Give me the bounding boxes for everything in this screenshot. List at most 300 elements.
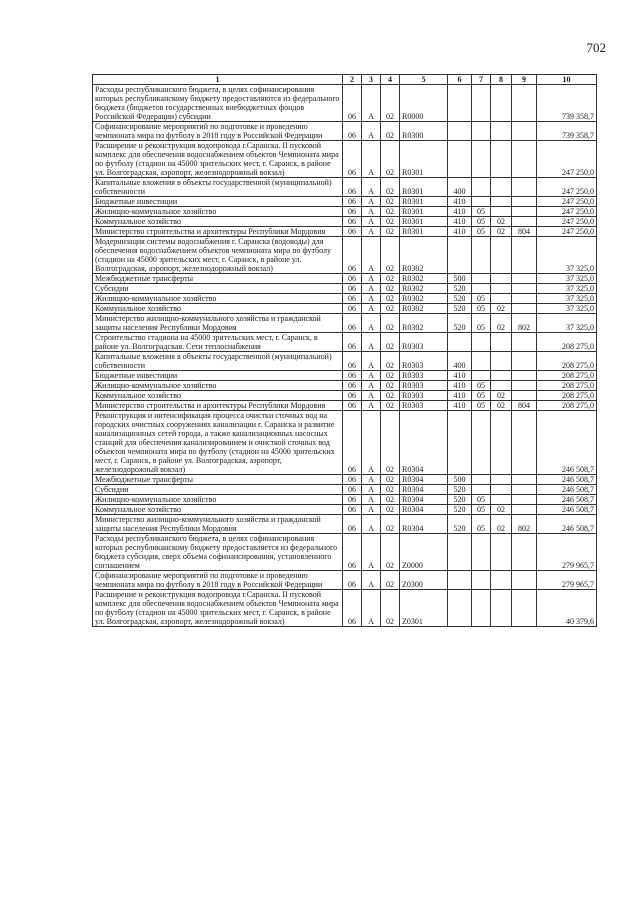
column-header: 4 (381, 75, 400, 85)
table-row (93, 411, 597, 475)
cell-expense-type (448, 411, 472, 475)
cell-ministry-code (512, 207, 537, 217)
cell-expense-type (448, 237, 472, 274)
table-row (93, 534, 597, 571)
cell-program-code: А (362, 571, 381, 590)
cell-division: 05 (472, 294, 491, 304)
cell-program-code: А (362, 85, 381, 122)
cell-amount: 246 508,7 (537, 515, 597, 534)
cell-row-name: Министерство жилищно-коммунального хозяйства и гражданской защиты населения Республики Мордовия (93, 314, 343, 333)
cell-expense-type: 520 (448, 505, 472, 515)
cell-amount: 40 379,6 (537, 590, 597, 627)
cell-subprogram-code: 02 (381, 141, 400, 178)
cell-section-code: 06 (343, 304, 362, 314)
cell-row-name: Капитальные вложения в объекты государственной (муниципальной) собственности (93, 352, 343, 371)
cell-amount: 246 508,7 (537, 485, 597, 495)
cell-ministry-code (512, 122, 537, 141)
cell-expense-type: 410 (448, 391, 472, 401)
cell-ministry-code (512, 371, 537, 381)
cell-subprogram-code: 02 (381, 571, 400, 590)
cell-subdivision (491, 571, 512, 590)
cell-subdivision (491, 207, 512, 217)
cell-subdivision (491, 534, 512, 571)
cell-expense-type: 410 (448, 401, 472, 411)
cell-ministry-code (512, 333, 537, 352)
cell-division: 05 (472, 505, 491, 515)
cell-ministry-code (512, 352, 537, 371)
column-header: 10 (537, 75, 597, 85)
cell-section-code: 06 (343, 371, 362, 381)
cell-division (472, 590, 491, 627)
cell-target-code: R0302 (400, 304, 448, 314)
cell-ministry-code: 804 (512, 401, 537, 411)
cell-section-code: 06 (343, 571, 362, 590)
cell-row-name: Строительство стадиона на 45000 зрительских мест, г. Саранск, в районе ул. Волгоградская. Сети теплоснабжения (93, 333, 343, 352)
cell-ministry-code: 804 (512, 227, 537, 237)
cell-section-code: 06 (343, 122, 362, 141)
cell-section-code: 06 (343, 294, 362, 304)
cell-section-code: 06 (343, 284, 362, 294)
cell-subprogram-code: 02 (381, 401, 400, 411)
table-row (93, 590, 597, 627)
cell-division (472, 122, 491, 141)
cell-subdivision (491, 274, 512, 284)
cell-expense-type (448, 141, 472, 178)
cell-amount: 279 965,7 (537, 571, 597, 590)
table-row (93, 381, 597, 391)
cell-subprogram-code: 02 (381, 590, 400, 627)
cell-section-code: 06 (343, 515, 362, 534)
cell-amount: 246 508,7 (537, 475, 597, 485)
cell-section-code: 06 (343, 237, 362, 274)
cell-row-name: Жилищно-коммунальное хозяйство (93, 207, 343, 217)
table-row (93, 352, 597, 371)
cell-expense-type: 500 (448, 475, 472, 485)
cell-program-code: А (362, 141, 381, 178)
column-header: 6 (448, 75, 472, 85)
cell-amount: 37 325,0 (537, 284, 597, 294)
cell-division: 05 (472, 381, 491, 391)
cell-section-code: 06 (343, 141, 362, 178)
cell-ministry-code (512, 571, 537, 590)
cell-ministry-code (512, 141, 537, 178)
cell-amount: 208 275,0 (537, 333, 597, 352)
table-row (93, 217, 597, 227)
cell-division (472, 534, 491, 571)
cell-amount: 247 250,0 (537, 141, 597, 178)
cell-amount: 247 250,0 (537, 227, 597, 237)
cell-program-code: А (362, 352, 381, 371)
cell-target-code: Z0300 (400, 571, 448, 590)
cell-subdivision (491, 294, 512, 304)
cell-subdivision (491, 371, 512, 381)
cell-program-code: А (362, 590, 381, 627)
cell-subprogram-code: 02 (381, 197, 400, 207)
cell-expense-type: 410 (448, 197, 472, 207)
cell-subprogram-code: 02 (381, 237, 400, 274)
cell-expense-type (448, 122, 472, 141)
cell-section-code: 06 (343, 495, 362, 505)
cell-amount: 37 325,0 (537, 274, 597, 284)
cell-subprogram-code: 02 (381, 515, 400, 534)
cell-program-code: А (362, 178, 381, 197)
cell-target-code: R0302 (400, 294, 448, 304)
cell-ministry-code (512, 391, 537, 401)
cell-target-code: R0303 (400, 391, 448, 401)
cell-row-name: Субсидии (93, 485, 343, 495)
cell-section-code: 06 (343, 401, 362, 411)
column-header: 8 (491, 75, 512, 85)
table-row (93, 304, 597, 314)
cell-division: 05 (472, 391, 491, 401)
cell-target-code: R0303 (400, 333, 448, 352)
cell-amount: 247 250,0 (537, 197, 597, 207)
cell-subdivision (491, 485, 512, 495)
cell-row-name: Жилищно-коммунальное хозяйство (93, 381, 343, 391)
cell-ministry-code: 802 (512, 515, 537, 534)
cell-expense-type: 500 (448, 274, 472, 284)
cell-subdivision (491, 333, 512, 352)
cell-target-code: Z0000 (400, 534, 448, 571)
cell-row-name: Субсидии (93, 284, 343, 294)
cell-expense-type: 410 (448, 227, 472, 237)
cell-row-name: Министерство строительства и архитектуры Республики Мордовия (93, 401, 343, 411)
cell-expense-type (448, 534, 472, 571)
cell-amount: 208 275,0 (537, 401, 597, 411)
cell-ministry-code (512, 590, 537, 627)
cell-section-code: 06 (343, 590, 362, 627)
table-row (93, 515, 597, 534)
cell-section-code: 06 (343, 485, 362, 495)
cell-subdivision (491, 237, 512, 274)
cell-subdivision (491, 197, 512, 207)
cell-division (472, 237, 491, 274)
cell-section-code: 06 (343, 314, 362, 333)
table-row (93, 122, 597, 141)
cell-row-name: Софинансирование мероприятий по подготовке и проведению чемпионата мира по футболу в 2018 году в Российской Федерации (93, 122, 343, 141)
cell-row-name: Коммунальное хозяйство (93, 304, 343, 314)
cell-division: 05 (472, 217, 491, 227)
cell-row-name: Министерство жилищно-коммунального хозяйства и гражданской защиты населения Республики Мордовия (93, 515, 343, 534)
cell-division (472, 333, 491, 352)
cell-subdivision (491, 352, 512, 371)
cell-subprogram-code: 02 (381, 304, 400, 314)
cell-subprogram-code: 02 (381, 381, 400, 391)
cell-section-code: 06 (343, 217, 362, 227)
cell-amount: 37 325,0 (537, 294, 597, 304)
cell-program-code: А (362, 515, 381, 534)
cell-program-code: А (362, 401, 381, 411)
cell-division (472, 371, 491, 381)
cell-division: 05 (472, 304, 491, 314)
cell-program-code: А (362, 495, 381, 505)
cell-division: 05 (472, 401, 491, 411)
cell-division: 05 (472, 515, 491, 534)
cell-ministry-code (512, 411, 537, 475)
cell-target-code: R0302 (400, 284, 448, 294)
cell-program-code: А (362, 122, 381, 141)
table-row (93, 505, 597, 515)
cell-row-name: Бюджетные инвестиции (93, 371, 343, 381)
cell-division (472, 141, 491, 178)
cell-program-code: А (362, 207, 381, 217)
cell-expense-type (448, 590, 472, 627)
table-row (93, 294, 597, 304)
table-row (93, 284, 597, 294)
column-header: 7 (472, 75, 491, 85)
cell-subprogram-code: 02 (381, 505, 400, 515)
cell-subprogram-code: 02 (381, 284, 400, 294)
table-row (93, 371, 597, 381)
cell-division (472, 475, 491, 485)
cell-ministry-code (512, 85, 537, 122)
cell-ministry-code (512, 274, 537, 284)
table-header-row (93, 75, 597, 85)
cell-subprogram-code: 02 (381, 391, 400, 401)
cell-expense-type: 520 (448, 485, 472, 495)
cell-amount: 37 325,0 (537, 237, 597, 274)
cell-division: 05 (472, 314, 491, 333)
cell-expense-type: 410 (448, 371, 472, 381)
table-row (93, 141, 597, 178)
cell-subprogram-code: 02 (381, 178, 400, 197)
cell-amount: 247 250,0 (537, 207, 597, 217)
cell-section-code: 06 (343, 534, 362, 571)
cell-program-code: А (362, 475, 381, 485)
cell-amount: 246 508,7 (537, 411, 597, 475)
cell-program-code: А (362, 381, 381, 391)
cell-row-name: Расходы республиканского бюджета, в целях софинансирования которых республиканскому бюджету предоставляется из федерального бюджета субсидия, сверх объема софинансирования, установленного соглашением (93, 534, 343, 571)
cell-program-code: А (362, 371, 381, 381)
cell-expense-type: 520 (448, 304, 472, 314)
cell-division (472, 85, 491, 122)
table-row (93, 333, 597, 352)
cell-target-code: R0301 (400, 141, 448, 178)
cell-target-code: R0304 (400, 515, 448, 534)
cell-expense-type: 520 (448, 294, 472, 304)
cell-ministry-code (512, 217, 537, 227)
cell-expense-type: 520 (448, 314, 472, 333)
column-header: 2 (343, 75, 362, 85)
cell-section-code: 06 (343, 391, 362, 401)
table-row (93, 237, 597, 274)
cell-section-code: 06 (343, 475, 362, 485)
cell-ministry-code (512, 495, 537, 505)
cell-amount: 208 275,0 (537, 371, 597, 381)
cell-ministry-code: 802 (512, 314, 537, 333)
cell-program-code: А (362, 333, 381, 352)
cell-target-code: R0302 (400, 274, 448, 284)
cell-section-code: 06 (343, 227, 362, 237)
cell-subprogram-code: 02 (381, 217, 400, 227)
cell-subdivision (491, 495, 512, 505)
cell-expense-type: 410 (448, 381, 472, 391)
column-header: 1 (93, 75, 343, 85)
cell-section-code: 06 (343, 197, 362, 207)
cell-division (472, 485, 491, 495)
cell-expense-type: 520 (448, 515, 472, 534)
cell-division (472, 411, 491, 475)
cell-program-code: А (362, 237, 381, 274)
cell-ministry-code (512, 505, 537, 515)
cell-section-code: 06 (343, 274, 362, 284)
cell-expense-type: 400 (448, 352, 472, 371)
cell-amount: 208 275,0 (537, 381, 597, 391)
cell-amount: 246 508,7 (537, 495, 597, 505)
cell-subprogram-code: 02 (381, 485, 400, 495)
cell-row-name: Коммунальное хозяйство (93, 217, 343, 227)
cell-expense-type: 400 (448, 178, 472, 197)
cell-subprogram-code: 02 (381, 207, 400, 217)
cell-ministry-code (512, 534, 537, 571)
cell-subdivision (491, 411, 512, 475)
cell-program-code: А (362, 304, 381, 314)
cell-subdivision (491, 381, 512, 391)
cell-target-code: R0302 (400, 237, 448, 274)
cell-row-name: Капитальные вложения в объекты государственной (муниципальной) собственности (93, 178, 343, 197)
cell-expense-type: 410 (448, 207, 472, 217)
cell-division (472, 571, 491, 590)
cell-section-code: 06 (343, 178, 362, 197)
cell-program-code: А (362, 217, 381, 227)
cell-program-code: А (362, 314, 381, 333)
cell-amount: 208 275,0 (537, 391, 597, 401)
cell-subdivision: 02 (491, 401, 512, 411)
cell-target-code: R0301 (400, 197, 448, 207)
cell-subprogram-code: 02 (381, 294, 400, 304)
cell-expense-type: 520 (448, 284, 472, 294)
cell-target-code: R0304 (400, 485, 448, 495)
column-header: 5 (400, 75, 448, 85)
cell-section-code: 06 (343, 207, 362, 217)
cell-division (472, 197, 491, 207)
cell-subdivision: 02 (491, 314, 512, 333)
cell-subdivision (491, 178, 512, 197)
cell-target-code: R0301 (400, 207, 448, 217)
cell-row-name: Министерство строительства и архитектуры Республики Мордовия (93, 227, 343, 237)
cell-division (472, 178, 491, 197)
cell-program-code: А (362, 284, 381, 294)
cell-subprogram-code: 02 (381, 333, 400, 352)
cell-program-code: А (362, 391, 381, 401)
table-row (93, 227, 597, 237)
cell-ministry-code (512, 284, 537, 294)
cell-program-code: А (362, 274, 381, 284)
column-header: 3 (362, 75, 381, 85)
cell-division: 05 (472, 227, 491, 237)
cell-division (472, 284, 491, 294)
cell-row-name: Жилищно-коммунальное хозяйство (93, 495, 343, 505)
cell-subprogram-code: 02 (381, 274, 400, 284)
cell-target-code: Z0301 (400, 590, 448, 627)
table-row (93, 495, 597, 505)
cell-program-code: А (362, 505, 381, 515)
cell-subdivision (491, 85, 512, 122)
cell-subprogram-code: 02 (381, 534, 400, 571)
cell-row-name: Расширение и реконструкция водопровода г.Саранска. II пусковой комплекс для обеспечения водоснабжением объектов Чемпионата мира по футболу (стадион на 45000 зрительских мест, г. Саранск, в районе ул. Волгоградская, аэропорт, железнодорожный вокзал) (93, 590, 343, 627)
cell-section-code: 06 (343, 505, 362, 515)
cell-amount: 279 965,7 (537, 534, 597, 571)
cell-ministry-code (512, 304, 537, 314)
cell-amount: 208 275,0 (537, 352, 597, 371)
cell-section-code: 06 (343, 85, 362, 122)
cell-subdivision (491, 141, 512, 178)
cell-row-name: Межбюджетные трансферты (93, 475, 343, 485)
cell-subprogram-code: 02 (381, 371, 400, 381)
cell-target-code: R0303 (400, 371, 448, 381)
cell-program-code: А (362, 227, 381, 237)
cell-subdivision: 02 (491, 391, 512, 401)
cell-expense-type (448, 571, 472, 590)
cell-target-code: R0304 (400, 505, 448, 515)
cell-division: 05 (472, 207, 491, 217)
table-row (93, 207, 597, 217)
cell-row-name: Жилищно-коммунальное хозяйство (93, 294, 343, 304)
cell-amount: 247 250,0 (537, 178, 597, 197)
cell-subdivision: 02 (491, 304, 512, 314)
cell-division (472, 352, 491, 371)
cell-target-code: R0300 (400, 122, 448, 141)
cell-program-code: А (362, 197, 381, 207)
cell-amount: 37 325,0 (537, 314, 597, 333)
cell-row-name: Реконструкция и интенсификация процесса очистки сточных вод на городских очистных сооружениях канализации г. Саранска и развитие канализационных сетей города, а также канализационных насосных станций для обеспечения канализированием и очисткой сточных вод объектов чемпионата мира по футболу (стадион на 45000 зрительских мест, г. Саранск, в районе ул. Волгоградская, аэропорт, железнодорожный вокзал) (93, 411, 343, 475)
cell-section-code: 06 (343, 411, 362, 475)
cell-ministry-code (512, 475, 537, 485)
cell-target-code: R0301 (400, 227, 448, 237)
cell-ministry-code (512, 237, 537, 274)
cell-row-name: Бюджетные инвестиции (93, 197, 343, 207)
cell-row-name: Межбюджетные трансферты (93, 274, 343, 284)
cell-subdivision: 02 (491, 505, 512, 515)
cell-program-code: А (362, 534, 381, 571)
cell-target-code: R0301 (400, 217, 448, 227)
cell-amount: 246 508,7 (537, 505, 597, 515)
table-row (93, 197, 597, 207)
cell-ministry-code (512, 197, 537, 207)
cell-row-name: Модернизация системы водоснабжения г. Саранска (водоводы) для обеспечения водоснабжением объектов чемпионата мира по футболу (стадион на 45000 зрительских мест, г. Саранск, в районе ул. Волгоградская, аэропорт, железнодорожный вокзал) (93, 237, 343, 274)
cell-row-name: Расширение и реконструкция водопровода г.Саранска. II пусковой комплекс для обеспечения водоснабжением объектов Чемпионата мира по футболу (стадион на 45000 зрительских мест, г. Саранск, в районе ул. Волгоградская, аэропорт, железнодорожный вокзал) (93, 141, 343, 178)
cell-division (472, 274, 491, 284)
cell-subprogram-code: 02 (381, 85, 400, 122)
cell-amount: 739 358,7 (537, 122, 597, 141)
cell-subdivision (491, 475, 512, 485)
cell-target-code: R0303 (400, 352, 448, 371)
cell-amount: 37 325,0 (537, 304, 597, 314)
table-row (93, 485, 597, 495)
cell-expense-type (448, 333, 472, 352)
cell-subprogram-code: 02 (381, 495, 400, 505)
cell-row-name: Софинансирование мероприятий по подготовке и проведению чемпионата мира по футболу в 2018 году в Российской Федерации (93, 571, 343, 590)
cell-expense-type: 410 (448, 217, 472, 227)
cell-amount: 247 250,0 (537, 217, 597, 227)
cell-subdivision: 02 (491, 227, 512, 237)
table-row (93, 274, 597, 284)
cell-subprogram-code: 02 (381, 314, 400, 333)
cell-target-code: R0301 (400, 178, 448, 197)
cell-target-code: R0304 (400, 411, 448, 475)
cell-amount: 739 358,7 (537, 85, 597, 122)
cell-section-code: 06 (343, 352, 362, 371)
table-row (93, 85, 597, 122)
cell-target-code: R0303 (400, 401, 448, 411)
table-row (93, 475, 597, 485)
table-row (93, 401, 597, 411)
budget-table (92, 74, 597, 627)
table-row (93, 391, 597, 401)
cell-row-name: Коммунальное хозяйство (93, 391, 343, 401)
table-row (93, 178, 597, 197)
cell-subdivision (491, 590, 512, 627)
